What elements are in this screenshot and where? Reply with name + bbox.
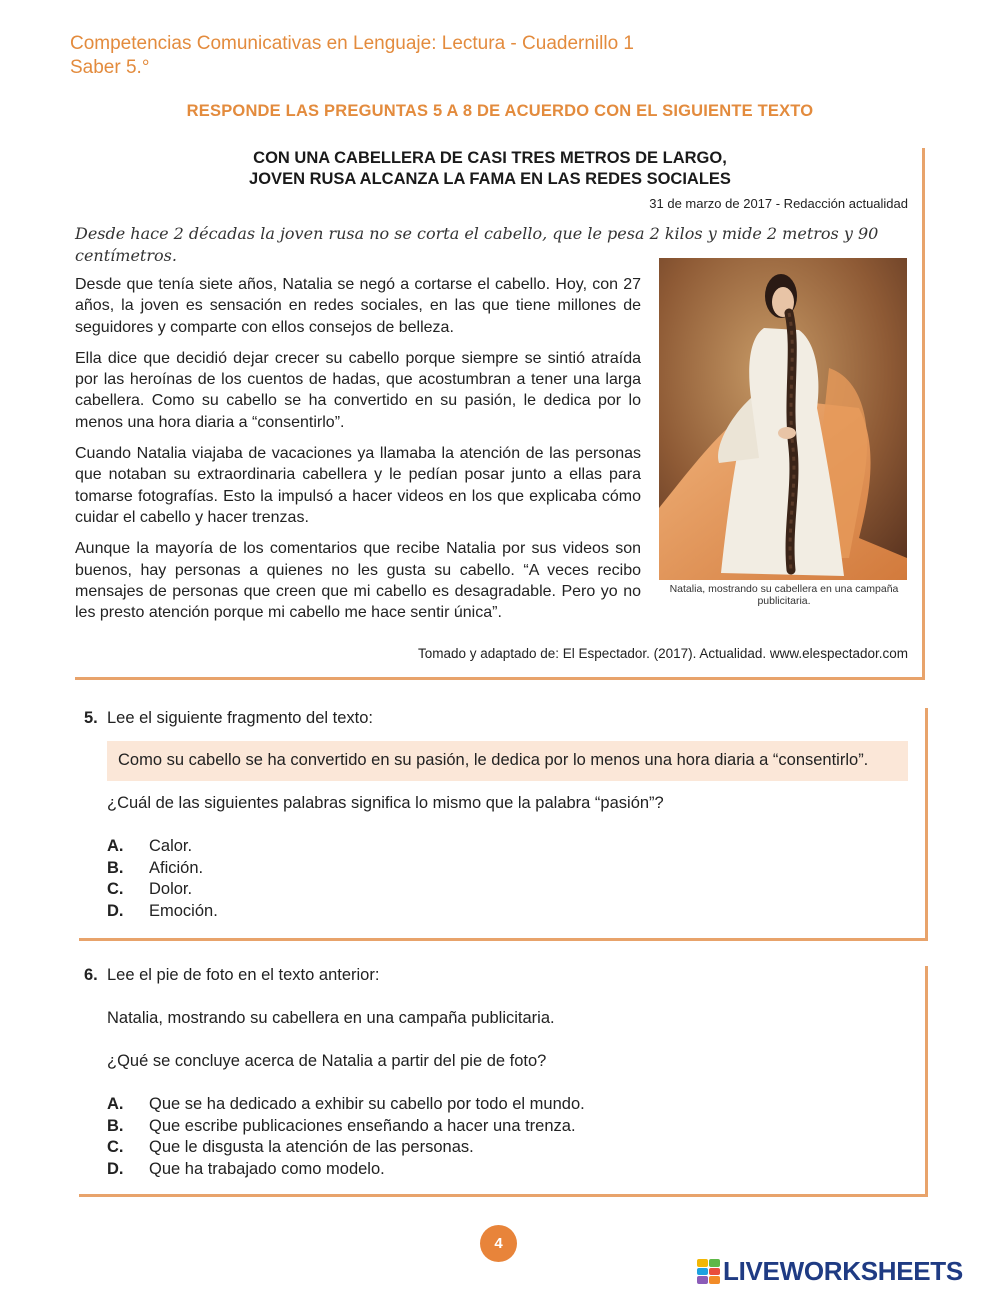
article-source: Tomado y adaptado de: El Espectador. (2017). Actualidad. www.elespectador.com <box>417 646 908 661</box>
article-body <box>75 274 641 633</box>
quoted-fragment: Como su cabello se ha convertido en su pasión, le dedica por lo menos una hora diaria a “consentirlo”. <box>118 751 869 769</box>
header-title: Competencias Comunicativas en Lenguaje: Lectura - Cuadernillo 1 <box>70 33 634 54</box>
option-letter: C. <box>107 880 124 898</box>
article-title-line-1: CON UNA CABELLERA DE CASI TRES METROS DE LARGO, <box>253 149 727 167</box>
option-letter: A. <box>107 1095 124 1113</box>
option-letter: B. <box>107 1116 124 1135</box>
article-title-line-2: JOVEN RUSA ALCANZA LA FAMA EN LAS REDES SOCIALES <box>249 170 731 188</box>
question-5-options <box>107 836 218 922</box>
option-text: Dolor. <box>149 880 193 898</box>
option-letter: C. <box>107 1138 124 1156</box>
option-text: Que se ha dedicado a exhibir su cabello por todo el mundo. <box>149 1095 585 1113</box>
option-text: Que escribe publicaciones enseñando a hacer una trenza. <box>149 1116 576 1135</box>
question-6-options <box>107 1094 585 1180</box>
option-b[interactable] <box>107 858 218 880</box>
option-c[interactable] <box>107 879 218 901</box>
article-paragraph: Aunque la mayoría de los comentarios que recibe Natalia por sus videos son buenos, hay personas a quienes no les gusta su cabello. “A veces recibo mensajes de personas que creen que mi cabello es desagradable. Pero yo no les presto atención porque mi cabello me hace sentir única”. <box>75 540 641 622</box>
brand-name: LIVEWORKSHEETS <box>723 1256 963 1286</box>
option-letter: B. <box>107 858 124 877</box>
option-text: Afición. <box>149 858 204 877</box>
question-5-prompt: Lee el siguiente fragmento del texto: <box>107 709 374 727</box>
option-c[interactable] <box>107 1137 585 1159</box>
option-letter: D. <box>107 1159 124 1178</box>
liveworksheets-icon <box>697 1259 720 1284</box>
option-d[interactable] <box>107 901 218 923</box>
option-a[interactable] <box>107 1094 585 1116</box>
option-text: Que ha trabajado como modelo. <box>149 1159 385 1178</box>
question-6-text: ¿Qué se concluye acerca de Natalia a partir del pie de foto? <box>107 1052 547 1070</box>
option-text: Calor. <box>149 837 193 855</box>
article-date: 31 de marzo de 2017 - Redacción actualidad <box>649 196 908 211</box>
option-b[interactable] <box>107 1116 585 1138</box>
option-letter: A. <box>107 837 124 855</box>
page-number: 4 <box>480 1225 517 1262</box>
header-subtitle: Saber 5.° <box>70 57 150 78</box>
option-d[interactable] <box>107 1159 585 1181</box>
liveworksheets-logo[interactable] <box>697 1256 963 1287</box>
option-letter: D. <box>107 901 124 920</box>
article-paragraph: Desde que tenía siete años, Natalia se negó a cortarse el cabello. Hoy, con 27 años, la joven es sensación en redes sociales, en las que tiene millones de seguidores y comparte con ellos consejos de belleza. <box>75 276 641 336</box>
option-a[interactable] <box>107 836 218 858</box>
question-5-text: ¿Cuál de las siguientes palabras significa lo mismo que la palabra “pasión”? <box>107 794 664 812</box>
question-6-prompt: Lee el pie de foto en el texto anterior: <box>107 966 380 984</box>
option-text: Que le disgusta la atención de las personas. <box>149 1138 474 1156</box>
article-title <box>0 148 980 190</box>
article-paragraph: Cuando Natalia viajaba de vacaciones ya llamaba la atención de las personas que notaban su extraordinaria cabellera y le pedían posar junto a ellas para tomarse fotografías. Esto la impulsó a hacer videos en los que explicaba cómo cuidar el cabello y hacer trenzas. <box>75 445 641 526</box>
article-lead: Desde hace 2 décadas la joven rusa no se corta el cabello, que le pesa 2 kilos y mide 2 metros y 90 centímetros. <box>75 224 879 265</box>
article-paragraph: Ella dice que decidió dejar crecer su cabello porque siempre se sintió atraída por las heroínas de los cuentos de hadas, que acostumbran a tener una larga cabellera. Como su cabello se ha convertido en su pasión, le dedica por lo menos una hora diaria a “consentirlo”. <box>75 349 641 431</box>
question-6-number: 6. <box>84 966 98 984</box>
question-5-number: 5. <box>84 709 98 727</box>
option-text: Emoción. <box>149 901 218 920</box>
article-photo <box>659 258 907 580</box>
caption-quote: Natalia, mostrando su cabellera en una campaña publicitaria. <box>107 1009 555 1027</box>
section-instruction: RESPONDE LAS PREGUNTAS 5 A 8 DE ACUERDO CON EL SIGUIENTE TEXTO <box>186 102 814 120</box>
photo-caption: Natalia, mostrando su cabellera en una campaña publicitaria. <box>669 583 899 607</box>
page-header <box>70 32 634 80</box>
